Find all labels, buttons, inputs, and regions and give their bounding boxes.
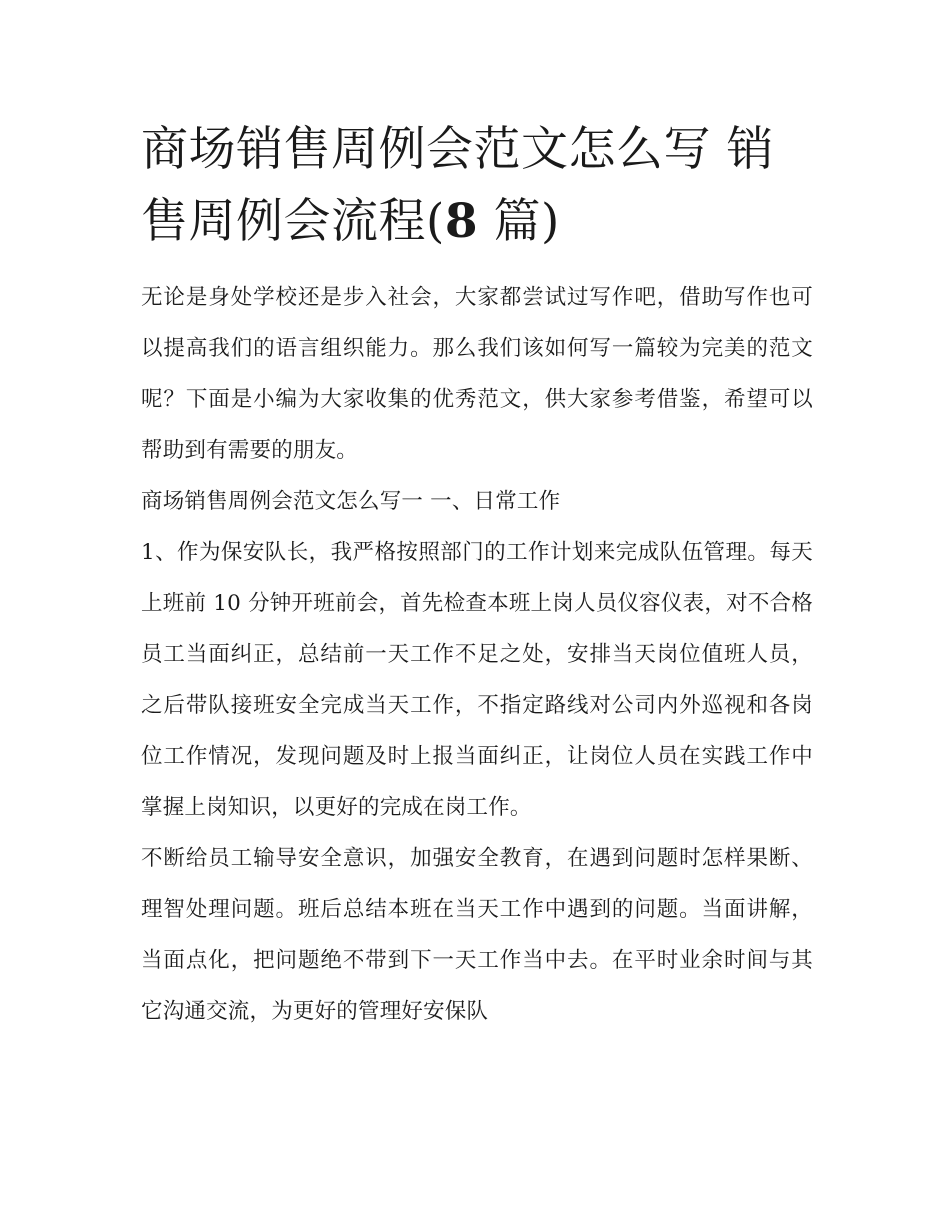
document-page xyxy=(141,114,813,1037)
document-title xyxy=(141,114,813,258)
title-text-part1: 商场销售周例会范文怎么写 销售周例会流程( xyxy=(141,122,774,249)
body-paragraph-1: 1、作为保安队长，我严格按照部门的工作计划来完成队伍管理。每天上班前 10 分钟开班前会，首先检查本班上岗人员仪容仪表，对不合格员工当面纠正，总结前一天工作不足之处，安排当天岗位值班人员，之后带队接班安全完成当天工作，不指定路线对公司内外巡视和各岗位工作情况，发现问题及时上报当面纠正，让岗位人员在实践工作中掌握上岗知识，以更好的完成在岗工作。 xyxy=(141,540,813,820)
title-text-part2: 篇) xyxy=(478,194,560,249)
document-body xyxy=(141,272,813,1037)
intro-paragraph: 无论是身处学校还是步入社会，大家都尝试过写作吧，借助写作也可以提高我们的语言组织能力。那么我们该如何写一篇较为完美的范文呢？下面是小编为大家收集的优秀范文，供大家参考借鉴，希望可以帮助到有需要的朋友。 xyxy=(141,285,813,463)
body-paragraph-2: 不断给员工输导安全意识，加强安全教育，在遇到问题时怎样果断、理智处理问题。班后总结本班在当天工作中遇到的问题。当面讲解，当面点化，把问题绝不带到下一天工作当中去。在平时业余时间与其它沟通交流，为更好的管理好安保队 xyxy=(141,846,813,1024)
title-number: 8 xyxy=(444,194,479,249)
section-heading: 商场销售周例会范文怎么写一 一、日常工作 xyxy=(141,489,561,514)
